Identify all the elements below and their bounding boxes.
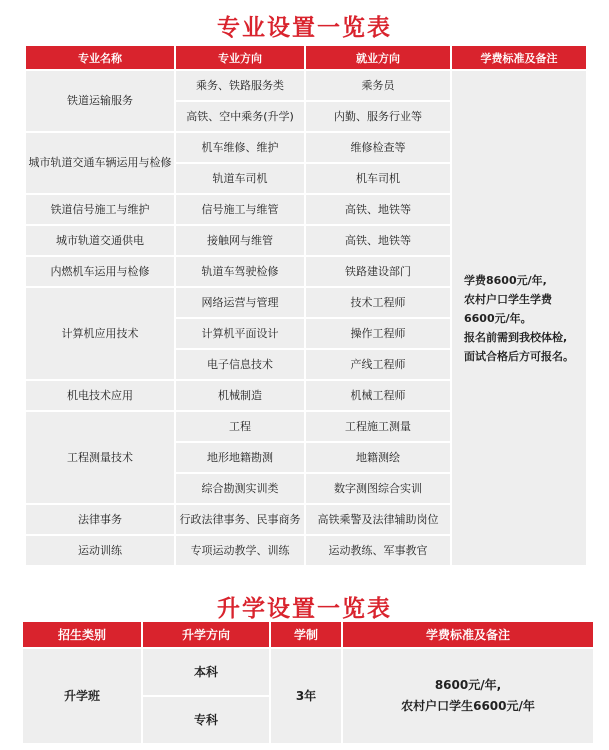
major-name-cell: 机电技术应用 (26, 381, 174, 410)
major-name-cell: 运动训练 (26, 536, 174, 565)
header-duration: 学制 (271, 622, 341, 647)
employment-cell: 技术工程师 (306, 288, 450, 317)
section2-title: 升学设置一览表 (217, 596, 392, 622)
employment-cell: 铁路建设部门 (306, 257, 450, 286)
majors-table (24, 44, 588, 567)
employment-cell: 高铁乘警及法律辅助岗位 (306, 505, 450, 534)
section1-title: 专业设置一览表 (217, 15, 392, 41)
header-fee-notes: 学费标准及备注 (452, 46, 586, 69)
header-major-name: 专业名称 (26, 46, 174, 69)
employment-cell: 机车司机 (306, 164, 450, 193)
major-name-cell: 工程测量技术 (26, 412, 174, 503)
direction-cell: 机械制造 (176, 381, 304, 410)
further-study-table (21, 620, 595, 745)
duration-cell: 3年 (271, 649, 341, 743)
header-employment: 就业方向 (306, 46, 450, 69)
further-study-header-row (23, 622, 593, 647)
major-name-cell: 铁道信号施工与维护 (26, 195, 174, 224)
employment-cell: 维修检查等 (306, 133, 450, 162)
table-row (26, 71, 586, 100)
header-category: 招生类别 (23, 622, 141, 647)
fee-cell (343, 649, 593, 743)
employment-cell: 数字测图综合实训 (306, 474, 450, 503)
direction-cell: 综合勘测实训类 (176, 474, 304, 503)
major-name-cell: 内燃机车运用与检修 (26, 257, 174, 286)
study-direction-cell: 本科 (143, 649, 269, 695)
employment-cell: 高铁、地铁等 (306, 226, 450, 255)
direction-cell: 轨道车司机 (176, 164, 304, 193)
employment-cell: 内勤、服务行业等 (306, 102, 450, 131)
major-name-cell: 城市轨道交通车辆运用与检修 (26, 133, 174, 193)
employment-cell: 操作工程师 (306, 319, 450, 348)
direction-cell: 乘务、铁路服务类 (176, 71, 304, 100)
header-major-direction: 专业方向 (176, 46, 304, 69)
fee-note-line: 学费8600元/年, (464, 273, 547, 287)
fee-line: 农村户口学生6600元/年 (401, 699, 535, 713)
fee-note-line: 农村户口学生学费 (464, 292, 552, 306)
fee-notes-cell (452, 71, 586, 565)
direction-cell: 工程 (176, 412, 304, 441)
fee-line: 8600元/年, (434, 678, 502, 692)
header-study-direction: 升学方向 (143, 622, 269, 647)
major-name-cell: 计算机应用技术 (26, 288, 174, 379)
employment-cell: 地籍测绘 (306, 443, 450, 472)
major-name-cell: 法律事务 (26, 505, 174, 534)
direction-cell: 专项运动教学、训练 (176, 536, 304, 565)
major-name-cell: 铁道运输服务 (26, 71, 174, 131)
fee-note-line: 面试合格后方可报名。 (464, 349, 574, 363)
major-name-cell: 城市轨道交通供电 (26, 226, 174, 255)
fee-note-line: 报名前需到我校体检, (464, 330, 568, 344)
direction-cell: 轨道车驾驶检修 (176, 257, 304, 286)
table-row (23, 649, 593, 695)
employment-cell: 工程施工测量 (306, 412, 450, 441)
fee-note-line: 6600元/年。 (464, 311, 532, 325)
direction-cell: 信号施工与维管 (176, 195, 304, 224)
employment-cell: 运动教练、军事教官 (306, 536, 450, 565)
category-cell: 升学班 (23, 649, 141, 743)
direction-cell: 机车维修、维护 (176, 133, 304, 162)
direction-cell: 地形地籍勘测 (176, 443, 304, 472)
study-direction-cell: 专科 (143, 697, 269, 743)
direction-cell: 接触网与维管 (176, 226, 304, 255)
direction-cell: 计算机平面设计 (176, 319, 304, 348)
employment-cell: 乘务员 (306, 71, 450, 100)
direction-cell: 网络运营与管理 (176, 288, 304, 317)
direction-cell: 电子信息技术 (176, 350, 304, 379)
majors-header-row (26, 46, 586, 69)
header-fee-notes: 学费标准及备注 (343, 622, 593, 647)
direction-cell: 高铁、空中乘务(升学) (176, 102, 304, 131)
direction-cell: 行政法律事务、民事商务 (176, 505, 304, 534)
employment-cell: 产线工程师 (306, 350, 450, 379)
employment-cell: 高铁、地铁等 (306, 195, 450, 224)
employment-cell: 机械工程师 (306, 381, 450, 410)
